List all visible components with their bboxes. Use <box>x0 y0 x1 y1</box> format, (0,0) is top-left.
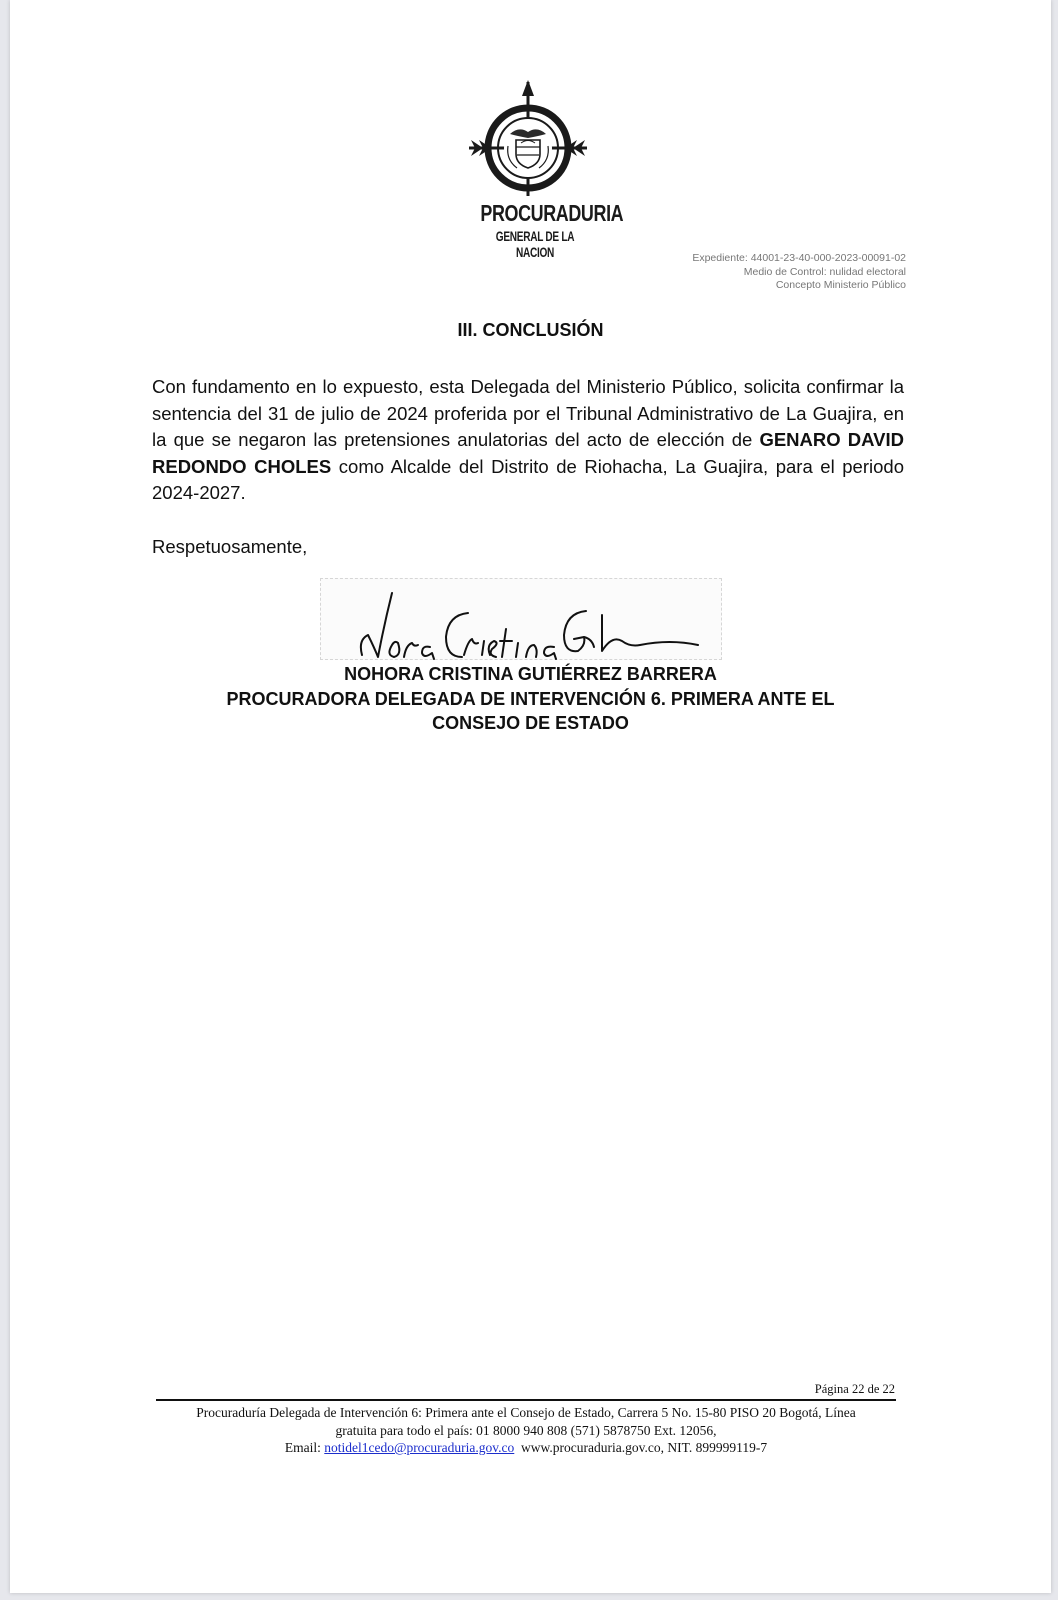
footer-email-label: Email: <box>284 1440 325 1455</box>
signer-title-line2: CONSEJO DE ESTADO <box>432 713 629 733</box>
case-expediente: Expediente: 44001-23-40-000-2023-00091-02 <box>692 252 906 264</box>
page-number: Página 22 de 22 <box>814 1382 895 1396</box>
logo-text-sub: GENERAL DE LA NACION <box>495 228 575 260</box>
case-concepto: Concepto Ministerio Público <box>775 279 906 291</box>
footer-divider <box>156 1399 896 1401</box>
paragraph-part-2: como Alcalde del Distrito de Riohacha, La Guajira, para el periodo 2024-2027. <box>152 455 904 503</box>
crosshair-seal-icon <box>465 80 605 200</box>
section-title: III. CONCLUSIÓN <box>457 320 604 340</box>
footer-line-3 <box>156 1439 896 1457</box>
footer-email-link[interactable]: notidel1cedo@procuraduria.gov.co <box>324 1440 515 1455</box>
procuraduria-logo <box>465 80 624 260</box>
signer-block <box>10 662 1051 736</box>
logo-text-main: PROCURADURIA <box>480 200 624 226</box>
footer-website-nit: www.procuraduria.gov.co, NIT. 899999119-7 <box>521 1440 768 1455</box>
case-medio-control: Medio de Control: nulidad electoral <box>743 265 906 278</box>
footer <box>156 1404 896 1457</box>
closing-salutation: Respetuosamente, <box>152 536 308 557</box>
conclusion-paragraph <box>152 374 904 507</box>
footer-line-1: Procuraduría Delegada de Intervención 6: Primera ante el Consejo de Estado, Carrera 5 No. 15-80 PISO 20 Bogotá, Línea <box>196 1405 856 1420</box>
paragraph-part-1: Con fundamento en lo expuesto, esta Delegada del Ministerio Público, solicita confirmar la sentencia del 31 de julio de 2024 proferida por el Tribunal Administrativo de La Guajira, en la que se negaron las pretensiones anulatorias del acto de elección de <box>152 376 904 450</box>
case-info <box>692 252 906 293</box>
mayor-name: GENARO DAVID REDONDO CHOLES <box>152 429 904 477</box>
footer-line-2: gratuita para todo el país: 01 8000 940 808 (571) 5878750 Ext. 12056, <box>335 1422 717 1438</box>
document-page <box>10 0 1051 1593</box>
signer-title-line1: PROCURADORA DELEGADA DE INTERVENCIÓN 6. PRIMERA ANTE EL <box>226 688 835 709</box>
signer-name: NOHORA CRISTINA GUTIÉRREZ BARRERA <box>344 664 717 684</box>
